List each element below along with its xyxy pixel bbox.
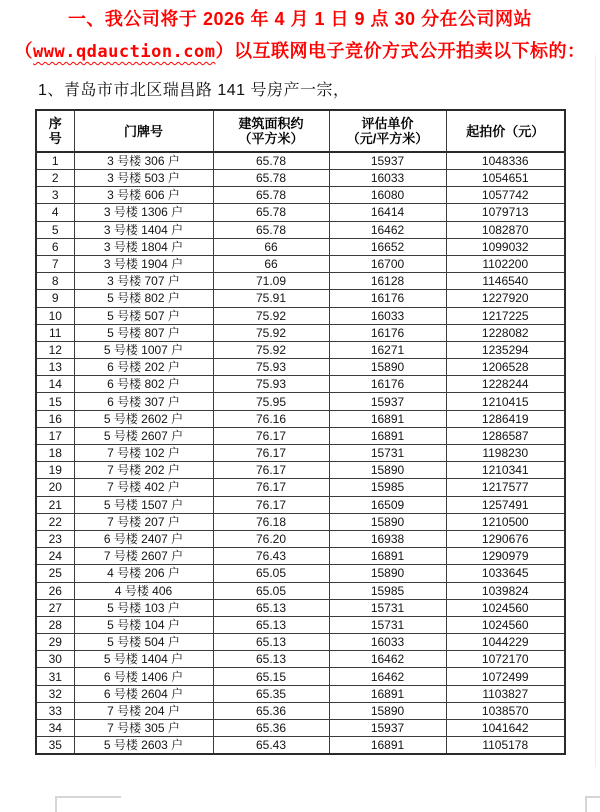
table-cell: 18 bbox=[36, 445, 74, 462]
table-row bbox=[36, 393, 565, 410]
table-cell: 1048336 bbox=[446, 152, 565, 170]
table-cell: 1210500 bbox=[446, 513, 565, 530]
table-row bbox=[36, 737, 565, 755]
table-cell: 7 号楼 2607 户 bbox=[74, 548, 213, 565]
table-row bbox=[36, 634, 565, 651]
table-row bbox=[36, 651, 565, 668]
table-row bbox=[36, 221, 565, 238]
table-cell: 4 号楼 206 户 bbox=[74, 565, 213, 582]
notice-title-line1: 一、我公司将于 2026 年 4 月 1 日 9 点 30 分在公司网站 bbox=[67, 9, 533, 29]
table-cell: 33 bbox=[36, 702, 74, 719]
table-cell: 3 号楼 1904 户 bbox=[74, 255, 213, 272]
table-cell: 28 bbox=[36, 616, 74, 633]
table-cell: 1099032 bbox=[446, 238, 565, 255]
table-row bbox=[36, 496, 565, 513]
table-cell: 34 bbox=[36, 720, 74, 737]
table-cell: 1057742 bbox=[446, 187, 565, 204]
table-cell: 71.09 bbox=[213, 273, 329, 290]
table-cell: 65.13 bbox=[213, 651, 329, 668]
table-row bbox=[36, 599, 565, 616]
table-cell: 26 bbox=[36, 582, 74, 599]
table-cell: 17 bbox=[36, 427, 74, 444]
table-cell: 13 bbox=[36, 359, 74, 376]
table-cell: 65.78 bbox=[213, 187, 329, 204]
table-cell: 65.13 bbox=[213, 616, 329, 633]
column-header-1: 门牌号 bbox=[74, 110, 213, 152]
table-cell: 3 号楼 503 户 bbox=[74, 170, 213, 187]
table-cell: 6 号楼 202 户 bbox=[74, 359, 213, 376]
table-cell: 1072170 bbox=[446, 651, 565, 668]
table-cell: 75.92 bbox=[213, 324, 329, 341]
table-cell: 65.05 bbox=[213, 565, 329, 582]
table-cell: 5 号楼 103 户 bbox=[74, 599, 213, 616]
table-cell: 1054651 bbox=[446, 170, 565, 187]
table-cell: 16891 bbox=[329, 427, 446, 444]
table-cell: 1290676 bbox=[446, 530, 565, 547]
table-cell: 11 bbox=[36, 324, 74, 341]
table-cell: 6 号楼 2407 户 bbox=[74, 530, 213, 547]
table-cell: 1146540 bbox=[446, 273, 565, 290]
table-cell: 16128 bbox=[329, 273, 446, 290]
table-cell: 7 号楼 402 户 bbox=[74, 479, 213, 496]
table-cell: 5 号楼 504 户 bbox=[74, 634, 213, 651]
next-table-fragment-left bbox=[55, 796, 121, 812]
table-cell: 3 号楼 707 户 bbox=[74, 273, 213, 290]
table-cell: 65.36 bbox=[213, 702, 329, 719]
table-cell: 16414 bbox=[329, 204, 446, 221]
table-cell: 1024560 bbox=[446, 616, 565, 633]
table-cell: 5 号楼 104 户 bbox=[74, 616, 213, 633]
table-cell: 65.13 bbox=[213, 599, 329, 616]
notice-title-line2 bbox=[0, 35, 600, 68]
table-cell: 30 bbox=[36, 651, 74, 668]
table-cell: 5 号楼 2603 户 bbox=[74, 737, 213, 755]
table-cell: 75.92 bbox=[213, 307, 329, 324]
table-cell: 5 号楼 1007 户 bbox=[74, 341, 213, 358]
table-cell: 5 bbox=[36, 221, 74, 238]
table-cell: 76.17 bbox=[213, 462, 329, 479]
lot-heading: 1、青岛市市北区瑞昌路 141 号房产一宗， bbox=[38, 82, 350, 99]
table-row bbox=[36, 582, 565, 599]
table-cell: 5 号楼 807 户 bbox=[74, 324, 213, 341]
table-cell: 23 bbox=[36, 530, 74, 547]
auction-website-link[interactable]: www.qdauction.com bbox=[33, 42, 216, 62]
table-cell: 65.78 bbox=[213, 152, 329, 170]
table-cell: 16462 bbox=[329, 651, 446, 668]
table-cell: 66 bbox=[213, 238, 329, 255]
table-cell: 4 bbox=[36, 204, 74, 221]
table-cell: 12 bbox=[36, 341, 74, 358]
table-row bbox=[36, 324, 565, 341]
table-cell: 5 号楼 1404 户 bbox=[74, 651, 213, 668]
table-cell: 19 bbox=[36, 462, 74, 479]
table-cell: 3 号楼 1306 户 bbox=[74, 204, 213, 221]
column-header-0: 序 号 bbox=[36, 110, 74, 152]
table-cell: 1228082 bbox=[446, 324, 565, 341]
table-cell: 75.91 bbox=[213, 290, 329, 307]
column-header-2: 建筑面积约 （平方米） bbox=[213, 110, 329, 152]
table-cell: 75.93 bbox=[213, 376, 329, 393]
table-cell: 3 号楼 1404 户 bbox=[74, 221, 213, 238]
table-cell: 65.15 bbox=[213, 668, 329, 685]
table-row bbox=[36, 513, 565, 530]
table-cell: 16938 bbox=[329, 530, 446, 547]
table-cell: 32 bbox=[36, 685, 74, 702]
table-row bbox=[36, 445, 565, 462]
table-cell: 6 bbox=[36, 238, 74, 255]
lots-table bbox=[35, 109, 566, 755]
table-cell: 3 号楼 606 户 bbox=[74, 187, 213, 204]
table-cell: 6 号楼 307 户 bbox=[74, 393, 213, 410]
table-row bbox=[36, 479, 565, 496]
table-cell: 16080 bbox=[329, 187, 446, 204]
table-cell: 16033 bbox=[329, 307, 446, 324]
table-cell: 1210415 bbox=[446, 393, 565, 410]
table-cell: 75.93 bbox=[213, 359, 329, 376]
table-cell: 75.95 bbox=[213, 393, 329, 410]
table-cell: 16033 bbox=[329, 634, 446, 651]
table-cell: 6 号楼 2604 户 bbox=[74, 685, 213, 702]
table-cell: 7 号楼 305 户 bbox=[74, 720, 213, 737]
table-row bbox=[36, 427, 565, 444]
table-cell: 65.36 bbox=[213, 720, 329, 737]
table-cell: 7 号楼 102 户 bbox=[74, 445, 213, 462]
table-cell: 16462 bbox=[329, 221, 446, 238]
table-head-row bbox=[36, 110, 565, 152]
table-cell: 14 bbox=[36, 376, 74, 393]
table-cell: 16176 bbox=[329, 376, 446, 393]
table-cell: 15731 bbox=[329, 599, 446, 616]
table-cell: 16891 bbox=[329, 548, 446, 565]
table-cell: 65.78 bbox=[213, 204, 329, 221]
table-cell: 35 bbox=[36, 737, 74, 755]
table-cell: 5 号楼 802 户 bbox=[74, 290, 213, 307]
table-cell: 1198230 bbox=[446, 445, 565, 462]
table-cell: 16033 bbox=[329, 170, 446, 187]
table-cell: 5 号楼 1507 户 bbox=[74, 496, 213, 513]
table-cell: 15890 bbox=[329, 359, 446, 376]
table-cell: 15937 bbox=[329, 393, 446, 410]
table-cell: 76.17 bbox=[213, 479, 329, 496]
table-row bbox=[36, 565, 565, 582]
table-cell: 1210341 bbox=[446, 462, 565, 479]
table-cell: 16891 bbox=[329, 685, 446, 702]
table-cell: 76.43 bbox=[213, 548, 329, 565]
table-cell: 1102200 bbox=[446, 255, 565, 272]
table-cell: 76.17 bbox=[213, 445, 329, 462]
table-cell: 4 号楼 406 bbox=[74, 582, 213, 599]
table-cell: 16652 bbox=[329, 238, 446, 255]
table-cell: 1105178 bbox=[446, 737, 565, 755]
open-paren: （ bbox=[14, 41, 33, 61]
table-cell: 16891 bbox=[329, 410, 446, 427]
table-cell: 15731 bbox=[329, 616, 446, 633]
table-row bbox=[36, 530, 565, 547]
table-row bbox=[36, 410, 565, 427]
table-cell: 15890 bbox=[329, 702, 446, 719]
table-cell: 7 号楼 204 户 bbox=[74, 702, 213, 719]
table-cell: 1024560 bbox=[446, 599, 565, 616]
table-row bbox=[36, 702, 565, 719]
table-cell: 7 号楼 207 户 bbox=[74, 513, 213, 530]
table-cell: 3 号楼 306 户 bbox=[74, 152, 213, 170]
table-cell: 15890 bbox=[329, 565, 446, 582]
table-cell: 1038570 bbox=[446, 702, 565, 719]
table-cell: 1290979 bbox=[446, 548, 565, 565]
table-cell: 20 bbox=[36, 479, 74, 496]
table-cell: 8 bbox=[36, 273, 74, 290]
column-header-3: 评估单价 （元/平方米） bbox=[329, 110, 446, 152]
table-row bbox=[36, 152, 565, 170]
table-cell: 76.17 bbox=[213, 496, 329, 513]
table-cell: 16176 bbox=[329, 290, 446, 307]
table-cell: 6 号楼 1406 户 bbox=[74, 668, 213, 685]
table-cell: 1286419 bbox=[446, 410, 565, 427]
table-cell: 1103827 bbox=[446, 685, 565, 702]
table-cell: 1286587 bbox=[446, 427, 565, 444]
table-cell: 29 bbox=[36, 634, 74, 651]
table-cell: 1 bbox=[36, 152, 74, 170]
table-row bbox=[36, 170, 565, 187]
table-cell: 15890 bbox=[329, 462, 446, 479]
table-row bbox=[36, 376, 565, 393]
table-cell: 2 bbox=[36, 170, 74, 187]
table-cell: 22 bbox=[36, 513, 74, 530]
table-cell: 6 号楼 802 户 bbox=[74, 376, 213, 393]
table-cell: 75.92 bbox=[213, 341, 329, 358]
table-row bbox=[36, 359, 565, 376]
table-row bbox=[36, 668, 565, 685]
table-cell: 25 bbox=[36, 565, 74, 582]
table-cell: 9 bbox=[36, 290, 74, 307]
table-cell: 76.18 bbox=[213, 513, 329, 530]
next-table-fragment-right bbox=[585, 796, 600, 812]
table-body bbox=[36, 152, 565, 754]
table-cell: 15937 bbox=[329, 720, 446, 737]
table-cell: 65.35 bbox=[213, 685, 329, 702]
table-cell: 16891 bbox=[329, 737, 446, 755]
table-cell: 1033645 bbox=[446, 565, 565, 582]
table-row bbox=[36, 616, 565, 633]
table-row bbox=[36, 187, 565, 204]
table-cell: 16176 bbox=[329, 324, 446, 341]
table-row bbox=[36, 238, 565, 255]
table-cell: 15731 bbox=[329, 445, 446, 462]
table-cell: 65.78 bbox=[213, 221, 329, 238]
table-cell: 15890 bbox=[329, 513, 446, 530]
table-cell: 16 bbox=[36, 410, 74, 427]
table-cell: 5 号楼 507 户 bbox=[74, 307, 213, 324]
table-cell: 3 号楼 1804 户 bbox=[74, 238, 213, 255]
table-cell: 15 bbox=[36, 393, 74, 410]
table-cell: 21 bbox=[36, 496, 74, 513]
table-cell: 1206528 bbox=[446, 359, 565, 376]
table-cell: 65.78 bbox=[213, 170, 329, 187]
table-cell: 1257491 bbox=[446, 496, 565, 513]
table-cell: 1235294 bbox=[446, 341, 565, 358]
table-row bbox=[36, 204, 565, 221]
table-cell: 27 bbox=[36, 599, 74, 616]
table-cell: 1227920 bbox=[446, 290, 565, 307]
table-cell: 1072499 bbox=[446, 668, 565, 685]
table-cell: 65.05 bbox=[213, 582, 329, 599]
table-row bbox=[36, 255, 565, 272]
table-cell: 1041642 bbox=[446, 720, 565, 737]
table-cell: 3 bbox=[36, 187, 74, 204]
table-cell: 10 bbox=[36, 307, 74, 324]
table-cell: 7 号楼 202 户 bbox=[74, 462, 213, 479]
table-cell: 5 号楼 2602 户 bbox=[74, 410, 213, 427]
table-row bbox=[36, 462, 565, 479]
table-cell: 66 bbox=[213, 255, 329, 272]
table-cell: 16462 bbox=[329, 668, 446, 685]
notice-title bbox=[0, 3, 600, 68]
table-cell: 24 bbox=[36, 548, 74, 565]
table-row bbox=[36, 307, 565, 324]
table-row bbox=[36, 273, 565, 290]
table-cell: 76.20 bbox=[213, 530, 329, 547]
table-cell: 16700 bbox=[329, 255, 446, 272]
table-cell: 15985 bbox=[329, 479, 446, 496]
table-cell: 65.13 bbox=[213, 634, 329, 651]
table-cell: 1044229 bbox=[446, 634, 565, 651]
table-row bbox=[36, 685, 565, 702]
table-cell: 76.17 bbox=[213, 427, 329, 444]
table-row bbox=[36, 720, 565, 737]
table-cell: 16271 bbox=[329, 341, 446, 358]
table-cell: 16509 bbox=[329, 496, 446, 513]
table-cell: 5 号楼 2607 户 bbox=[74, 427, 213, 444]
column-header-4: 起拍价（元） bbox=[446, 110, 565, 152]
table-cell: 1228244 bbox=[446, 376, 565, 393]
table-cell: 15937 bbox=[329, 152, 446, 170]
table-cell: 1217225 bbox=[446, 307, 565, 324]
table-cell: 1217577 bbox=[446, 479, 565, 496]
table-cell: 15985 bbox=[329, 582, 446, 599]
table-cell: 1082870 bbox=[446, 221, 565, 238]
table-row bbox=[36, 548, 565, 565]
table-cell: 1079713 bbox=[446, 204, 565, 221]
page-edge-line bbox=[595, 55, 596, 767]
table-cell: 7 bbox=[36, 255, 74, 272]
table-cell: 76.16 bbox=[213, 410, 329, 427]
table-cell: 31 bbox=[36, 668, 74, 685]
table-row bbox=[36, 341, 565, 358]
table-cell: 65.43 bbox=[213, 737, 329, 755]
notice-title-line2-text: ）以互联网电子竞价方式公开拍卖以下标的： bbox=[215, 41, 586, 61]
table-row bbox=[36, 290, 565, 307]
table-cell: 1039824 bbox=[446, 582, 565, 599]
